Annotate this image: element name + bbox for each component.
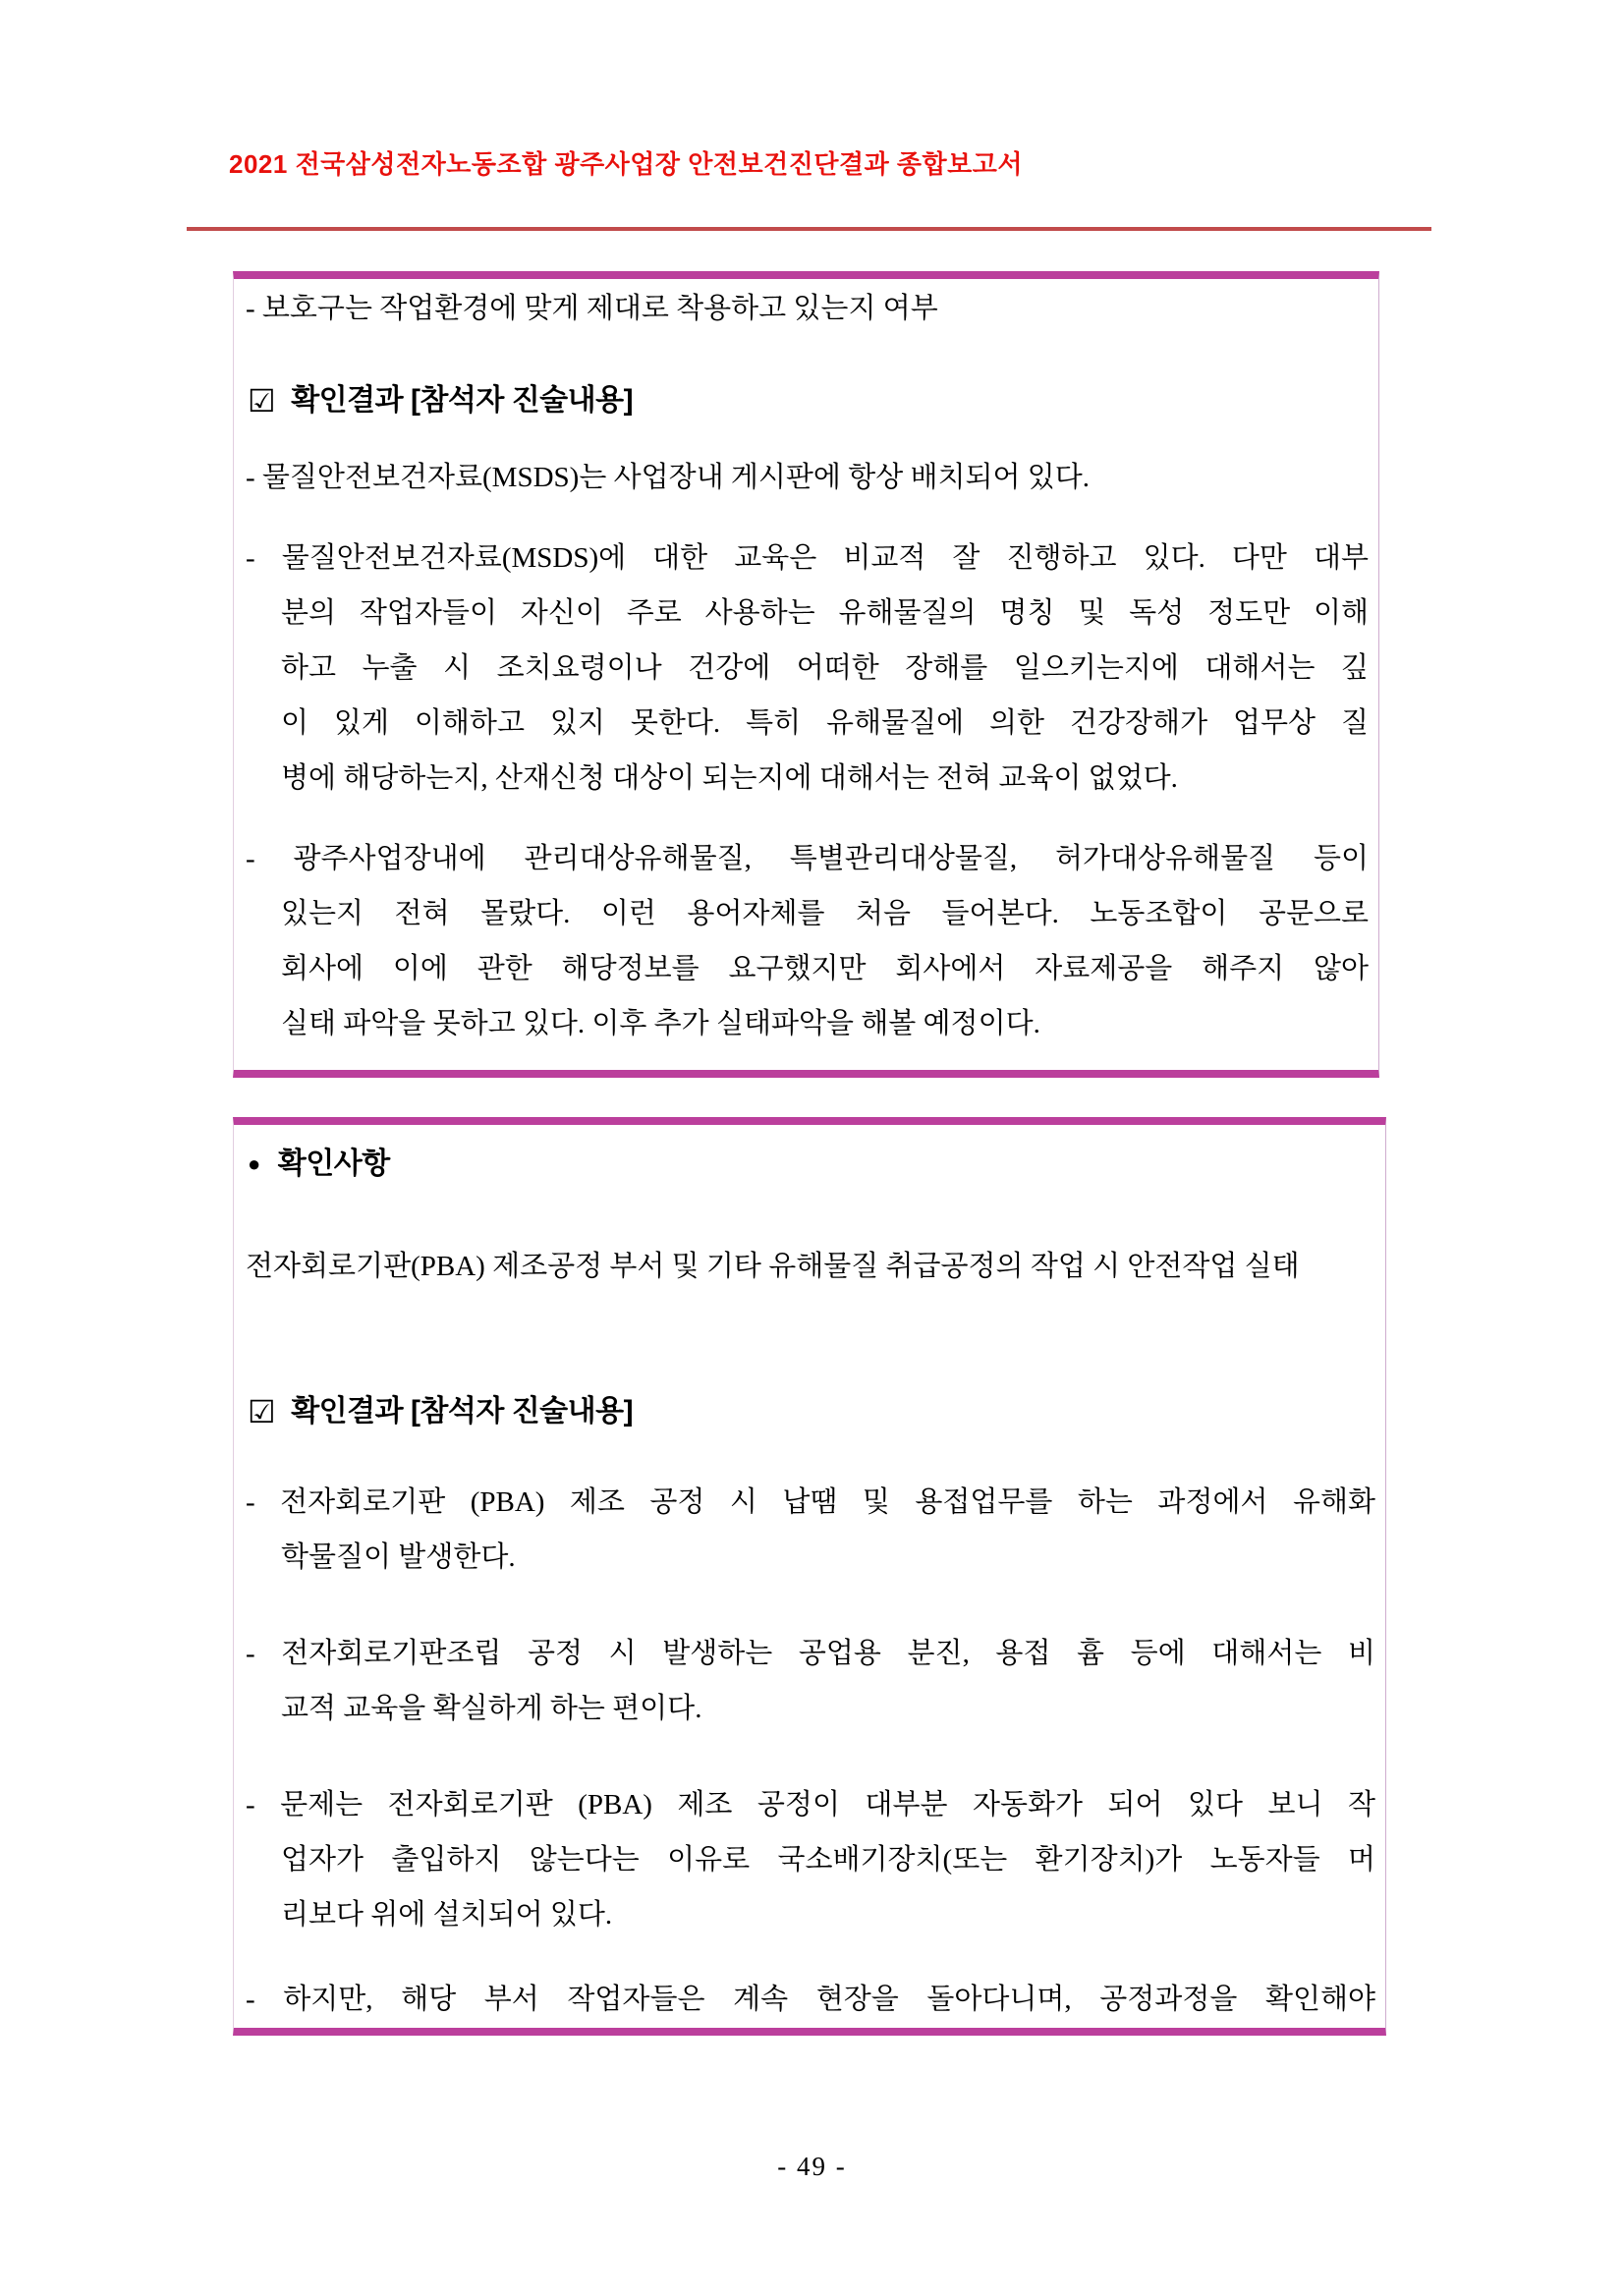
text-line: 교적 교육을 확실하게 하는 편이다. xyxy=(281,1693,702,1724)
text-line: 학물질이 발생한다. xyxy=(281,1541,516,1573)
text-line: - 전자회로기판 (PBA) 제조 공정 시 납땜 및 용접업무를 하는 과정에서 유해화 xyxy=(246,1486,1375,1518)
text-line: 하고 누출 시 조치요령이나 건강에 어떠한 장해를 일으키는지에 대해서는 깊 xyxy=(281,652,1369,684)
result-heading xyxy=(234,1388,1385,1435)
statement-paragraph xyxy=(234,1972,1385,2027)
page-number: - 49 - xyxy=(777,2152,847,2181)
section-msds-statements xyxy=(233,271,1379,1078)
checked-checkbox-icon: ☑ xyxy=(248,382,276,420)
result-heading xyxy=(234,377,1378,424)
statement-paragraph xyxy=(234,450,1378,505)
page-title: 2021 전국삼성전자노동조합 광주사업장 안전보건진단결과 종합보고서 xyxy=(229,149,1023,179)
statement-paragraphs xyxy=(234,450,1378,1051)
text-line: - 물질안전보건자료(MSDS)에 대한 교육은 비교적 잘 진행하고 있다. 다만 대부 xyxy=(246,542,1369,574)
text-line: 있는지 전혀 몰랐다. 이런 용어자체를 처음 들어본다. 노동조합이 공문으로 xyxy=(281,898,1369,929)
text-line: 이 있게 이해하고 있지 못한다. 특히 유해물질에 의한 건강장해가 업무상 질 xyxy=(281,707,1369,739)
text-line: 리보다 위에 설치되어 있다. xyxy=(281,1899,613,1931)
statement-paragraph xyxy=(234,1777,1385,1942)
result-heading-label: 확인결과 [참석자 진술내용] xyxy=(291,384,634,417)
statement-paragraph xyxy=(234,1475,1385,1585)
text-line: - 광주사업장내에 관리대상유해물질, 특별관리대상물질, 허가대상유해물질 등이 xyxy=(246,843,1369,874)
check-heading-label: 확인사항 xyxy=(277,1148,390,1180)
statement-paragraphs xyxy=(234,1475,1385,2027)
checked-checkbox-icon: ☑ xyxy=(248,1393,276,1430)
checklist-item: - 보호구는 작업환경에 맞게 제대로 착용하고 있는지 여부 xyxy=(246,293,938,324)
statement-paragraph xyxy=(234,531,1378,806)
text-line: - 하지만, 해당 부서 작업자들은 계속 현장을 돌아다니며, 공정과정을 확인해야 xyxy=(246,1984,1375,2015)
statement-paragraph xyxy=(234,831,1378,1051)
section-pba-process xyxy=(233,1117,1386,2036)
result-heading-label: 확인결과 [참석자 진술내용] xyxy=(291,1395,634,1428)
text-line: 병에 해당하는지, 산재신청 대상이 되는지에 대해서는 전혀 교육이 없었다. xyxy=(281,762,1178,794)
text-line: 업자가 출입하지 않는다는 이유로 국소배기장치(또는 환기장치)가 노동자들 머 xyxy=(281,1844,1375,1876)
text-line: 분의 작업자들이 자신이 주로 사용하는 유해물질의 명칭 및 독성 정도만 이해 xyxy=(281,597,1369,629)
statement-paragraph xyxy=(234,1626,1385,1736)
text-line: - 문제는 전자회로기판 (PBA) 제조 공정이 대부분 자동화가 되어 있다 보니 작 xyxy=(246,1789,1375,1820)
header-rule xyxy=(187,227,1431,231)
bullet-icon: ● xyxy=(248,1151,260,1176)
check-item: 전자회로기판(PBA) 제조공정 부서 및 기타 유해물질 취급공정의 작업 시 안전작업 실태 xyxy=(246,1251,1300,1282)
text-line: 회사에 이에 관한 해당정보를 요구했지만 회사에서 자료제공을 해주지 않아 xyxy=(281,953,1369,984)
check-heading xyxy=(234,1141,1385,1188)
text-line: - 물질안전보건자료(MSDS)는 사업장내 게시판에 항상 배치되어 있다. xyxy=(246,462,1091,493)
text-line: - 전자회로기판조립 공정 시 발생하는 공업용 분진, 용접 흄 등에 대해서는 비 xyxy=(246,1638,1375,1669)
text-line: 실태 파악을 못하고 있다. 이후 추가 실태파악을 해볼 예정이다. xyxy=(281,1008,1040,1039)
